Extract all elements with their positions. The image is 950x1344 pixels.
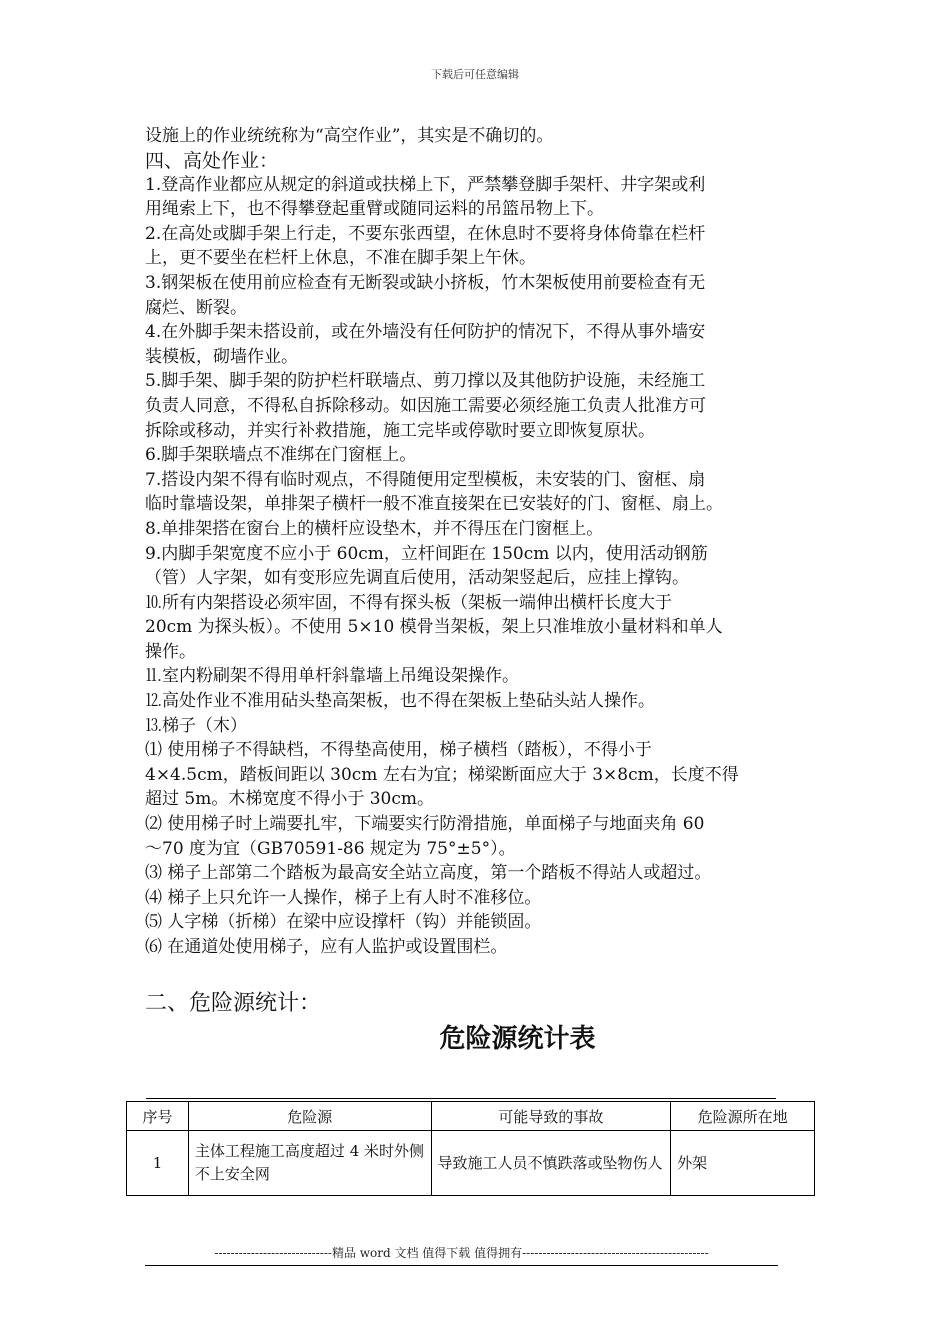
hazard-table [126, 1101, 815, 1196]
rule-line: 腐烂、断裂。 [145, 297, 247, 318]
table-cell-accident: 导致施工人员不慎跌落或坠物伤人 [431, 1131, 671, 1196]
section-heading-hazard-stats: 二、危险源统计： [145, 991, 322, 1016]
intro-line: 设施上的作业统统称为“高空作业”，其实是不确切的。 [145, 126, 554, 146]
column-header: 序号 [127, 1102, 189, 1131]
rule-line: 负责人同意，不得私自拆除移动。如因施工需要必须经施工负责人批准方可 [145, 395, 706, 416]
rule-line: ⒓高处作业不准用砧头垫高架板，也不得在架板上垫砧头站人操作。 [145, 691, 655, 712]
rule-line: ⑶ 梯子上部第二个踏板为最高安全站立高度，第一个踏板不得站人或超过。 [145, 863, 712, 884]
column-header: 可能导致的事故 [431, 1102, 671, 1131]
divider [146, 1098, 776, 1099]
rule-line: ～70 度为宜（GB70591-86 规定为 75°±5°）。 [145, 838, 516, 859]
rule-line: ⑹ 在通道处使用梯子，应有人监护或设置围栏。 [145, 937, 508, 957]
rule-line: ⒑所有内架搭设必须牢固，不得有探头板（架板一端伸出横杆长度大于 [145, 592, 672, 613]
table-title: 危险源统计表 [439, 1024, 596, 1054]
rule-line: 1.登高作业都应从规定的斜道或扶梯上下，严禁攀登脚手架杆、井字架或利 [145, 174, 706, 195]
rule-line: ⒒室内粉刷架不得用单杆斜靠墙上吊绳设架操作。 [145, 666, 519, 687]
rule-line: 拆除或移动，并实行补救措施，施工完毕或停歇时要立即恢复原状。 [145, 420, 655, 441]
rule-line: 20cm 为探头板）。不使用 5×10 模骨当架板，架上只准堆放小量材料和单人 [145, 617, 723, 638]
rule-line: 2.在高处或脚手架上行走，不要东张西望，在休息时不要将身体倚靠在栏杆 [145, 223, 706, 244]
rule-line: 上，更不要坐在栏杆上休息，不准在脚手架上午休。 [145, 248, 536, 269]
rule-line: 3.钢架板在使用前应检查有无断裂或缺小挤板，竹木架板使用前要检查有无 [145, 272, 706, 293]
section-heading-high-work: 四、高处作业： [145, 149, 279, 172]
table-header-row [127, 1102, 815, 1131]
rule-line: 操作。 [145, 641, 196, 662]
rule-line: ⑷ 梯子上只允许一人操作，梯子上有人时不准移位。 [145, 887, 542, 908]
document-body [145, 124, 825, 960]
rule-line: 6.脚手架联墙点不准绑在门窗框上。 [145, 445, 417, 466]
rule-line: 7.搭设内架不得有临时观点，不得随便用定型模板，未安装的门、窗框、扇 [145, 469, 706, 490]
rule-line: 装模板，砌墙作业。 [145, 346, 298, 367]
page-footer: -----------------------------精品 word 文档 值得下载 值得拥有---------------------------------------------- [145, 1244, 778, 1266]
rule-line: ⒔梯子（木） [145, 715, 247, 736]
rule-line: 4×4.5cm，踏板间距以 30cm 左右为宜；梯梁断面应大于 3×8cm，长度不得 [145, 764, 739, 785]
table-cell-hazard: 主体工程施工高度超过 4 米时外侧不上安全网 [188, 1131, 431, 1196]
rules-list [145, 173, 825, 960]
column-header: 危险源 [188, 1102, 431, 1131]
rule-line: ⑵ 使用梯子时上端要扎牢，下端要实行防滑措施，单面梯子与地面夹角 60 [145, 814, 705, 835]
rule-line: 4.在外脚手架未搭设前，或在外墙没有任何防护的情况下，不得从事外墙安 [145, 322, 706, 343]
rule-line: （管）人字架，如有变形应先调直后使用，活动架竖起后，应挂上撑钩。 [145, 568, 689, 589]
rule-line: 8.单排架搭在窗台上的横杆应设垫木，并不得压在门窗框上。 [145, 518, 604, 539]
rule-line: 用绳索上下，也不得攀登起重臂或随同运料的吊篮吊物上下。 [145, 199, 604, 220]
table-cell-location: 外架 [671, 1131, 815, 1196]
page-header-note: 下载后可任意编辑 [431, 68, 519, 81]
rule-line: 临时靠墙设架，单排架子横杆一般不准直接架在已安装好的门、窗框、扇上。 [145, 494, 723, 515]
table-row [127, 1131, 815, 1196]
column-header: 危险源所在地 [671, 1102, 815, 1131]
table-cell-index: 1 [127, 1131, 189, 1196]
rule-line: 超过 5m。木梯宽度不得小于 30cm。 [145, 789, 435, 810]
rule-line: ⑴ 使用梯子不得缺档，不得垫高使用，梯子横档（踏板），不得小于 [145, 740, 652, 761]
rule-line: 5.脚手架、脚手架的防护栏杆联墙点、剪刀撑以及其他防护设施，未经施工 [145, 371, 706, 392]
rule-line: 9.内脚手架宽度不应小于 60cm，立杆间距在 150cm 以内，使用活动钢筋 [145, 543, 708, 564]
rule-line: ⑸ 人字梯（折梯）在梁中应设撑杆（钩）并能锁固。 [145, 912, 542, 933]
